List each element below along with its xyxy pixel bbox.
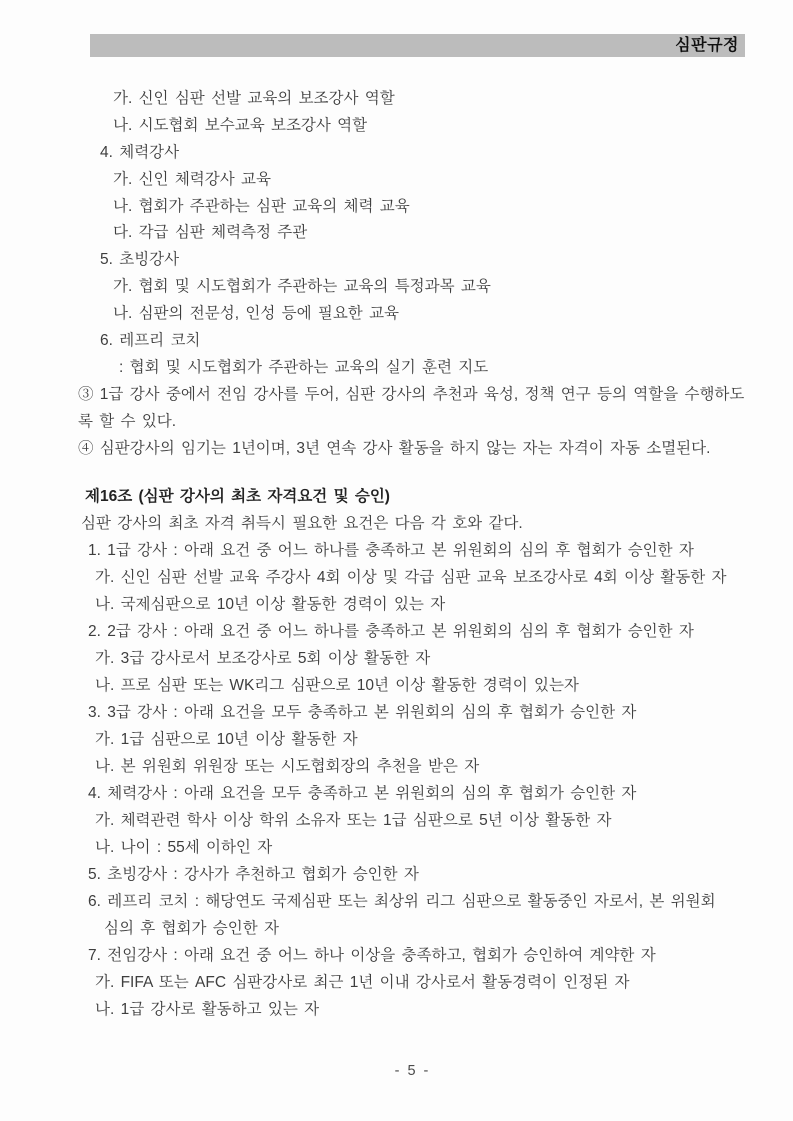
document-line: 나. 나이 : 55세 이하인 자 [95, 839, 273, 857]
document-line: : 협회 및 시도협회가 주관하는 교육의 실기 훈련 지도 [119, 358, 489, 376]
document-line: 4. 체력강사 : 아래 요건을 모두 충족하고 본 위원회의 심의 후 협회가 승인한 자 [88, 785, 637, 803]
document-line: 가. 3급 강사로서 보조강사로 5회 이상 활동한 자 [95, 650, 431, 668]
document-content [78, 86, 793, 1023]
document-line: 가. 신인 심판 선발 교육의 보조강사 역할 [113, 90, 395, 107]
document-line: 가. FIFA 또는 AFC 심판강사로 최근 1년 이내 강사로서 활동경력이 인정된 자 [95, 974, 630, 992]
document-line: 심의 후 협회가 승인한 자 [104, 920, 279, 938]
section-continuation-lines [78, 86, 793, 462]
document-line: 7. 전임강사 : 아래 요건 중 어느 하나 이상을 충족하고, 협회가 승인하여 계약한 자 [88, 947, 656, 965]
document-line: 나. 프로 심판 또는 WK리그 심판으로 10년 이상 활동한 경력이 있는자 [95, 677, 579, 695]
document-line: 나. 국제심판으로 10년 이상 활동한 경력이 있는 자 [95, 596, 446, 614]
page-footer [16, 1063, 793, 1079]
document-line: 4. 체력강사 [100, 143, 180, 161]
document-line: 다. 각급 심판 체력측정 주관 [113, 224, 308, 242]
document-line: 5. 초빙강사 : 강사가 추천하고 협회가 승인한 자 [88, 866, 419, 884]
page-header-title: 심판규정 [675, 37, 739, 54]
document-line: 5. 초빙강사 [100, 251, 180, 269]
document-line: 6. 레프리 코치 : 해당연도 국제심판 또는 최상위 리그 심판으로 활동중인 자로서, 본 위원회 [88, 893, 716, 911]
document-line: 나. 시도협회 보수교육 보조강사 역할 [113, 116, 368, 134]
document-line: 나. 본 위원회 위원장 또는 시도협회장의 추천을 받은 자 [95, 758, 480, 776]
article-16-heading: 제16조 (심판 강사의 최초 자격요건 및 승인) [85, 488, 390, 506]
document-line: 가. 신인 체력강사 교육 [113, 170, 271, 188]
document-line: 나. 협회가 주관하는 심판 교육의 체력 교육 [113, 197, 410, 215]
document-line: 가. 1급 심판으로 10년 이상 활동한 자 [95, 731, 358, 749]
header-bar [90, 34, 745, 57]
document-line: 록 할 수 있다. [78, 412, 177, 430]
document-line: 가. 협회 및 시도협회가 주관하는 교육의 특정과목 교육 [113, 278, 491, 296]
document-line: 6. 레프리 코치 [100, 332, 201, 350]
document-line: ③ 1급 강사 중에서 전임 강사를 두어, 심판 강사의 추천과 육성, 정책 연구 등의 역할을 수행하도 [78, 385, 745, 403]
section-article-16-lines [78, 510, 793, 1023]
document-line: 나. 1급 강사로 활동하고 있는 자 [95, 1001, 320, 1019]
document-line: ④ 심판강사의 임기는 1년이며, 3년 연속 강사 활동을 하지 않는 자는 자격이 자동 소멸된다. [78, 439, 711, 457]
document-line: 2. 2급 강사 : 아래 요건 중 어느 하나를 충족하고 본 위원회의 심의 후 협회가 승인한 자 [88, 623, 694, 641]
document-line: 심판 강사의 최초 자격 취득시 필요한 요건은 다음 각 호와 같다. [81, 515, 523, 533]
document-line: 3. 3급 강사 : 아래 요건을 모두 충족하고 본 위원회의 심의 후 협회가 승인한 자 [88, 704, 637, 722]
document-line: 가. 체력관련 학사 이상 학위 소유자 또는 1급 심판으로 5년 이상 활동한 자 [95, 812, 612, 830]
page-number: - 5 - [394, 1063, 431, 1079]
document-line: 1. 1급 강사 : 아래 요건 중 어느 하나를 충족하고 본 위원회의 심의 후 협회가 승인한 자 [88, 542, 694, 560]
document-line: 나. 심판의 전문성, 인성 등에 필요한 교육 [113, 305, 400, 323]
document-line: 가. 신인 심판 선발 교육 주강사 4회 이상 및 각급 심판 교육 보조강사로 4회 이상 활동한 자 [95, 569, 727, 587]
